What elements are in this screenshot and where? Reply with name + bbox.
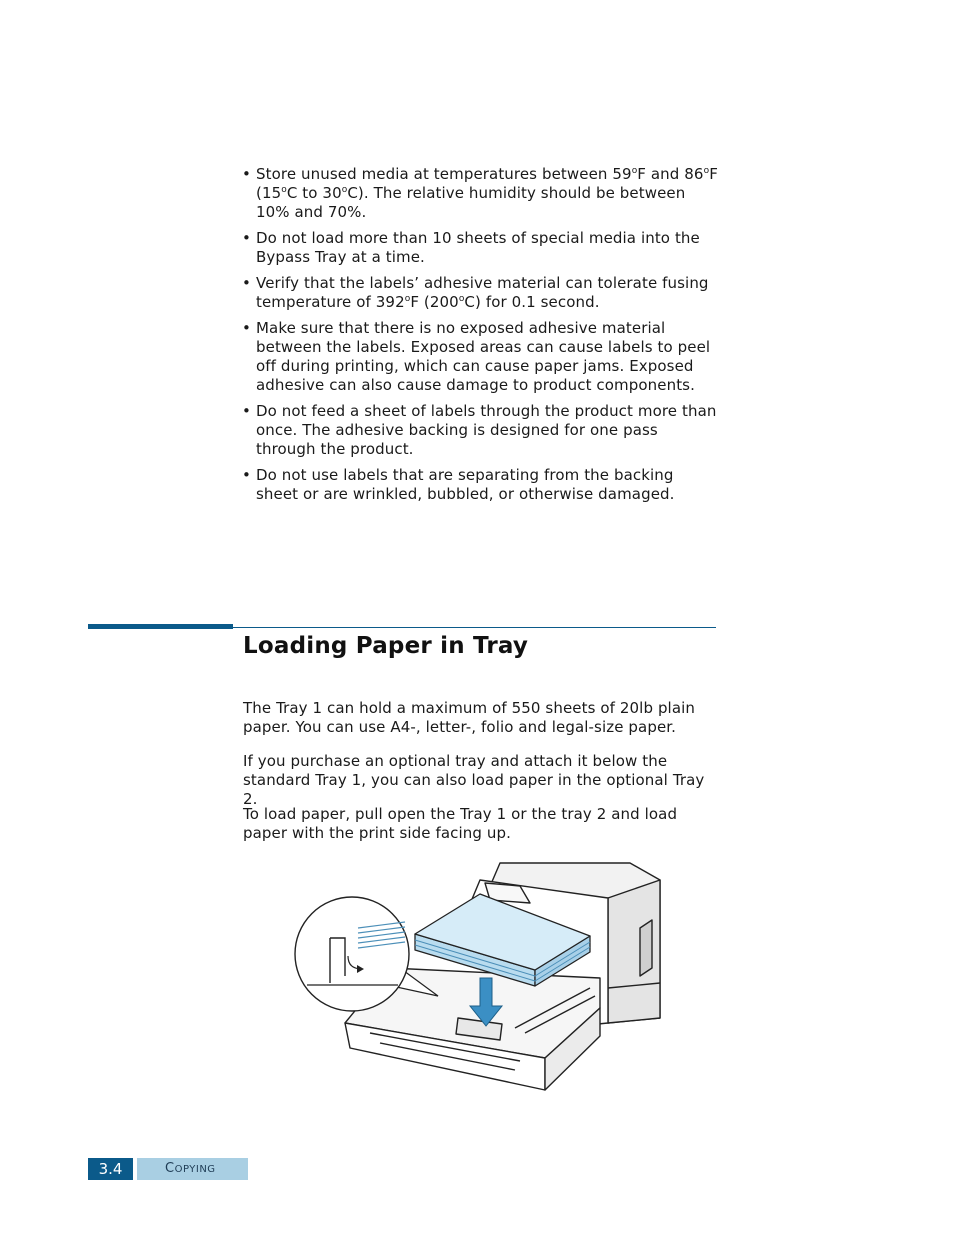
chapter-name: OPYING xyxy=(174,1164,216,1175)
chapter-initial: C xyxy=(165,1161,175,1176)
bullet-bypass-limit: • Do not load more than 10 sheets of special media into the Bypass Tray at a time. xyxy=(242,229,720,267)
bullet-exposed-adhesive: • Make sure that there is no exposed adhesive material between the labels. Exposed areas can cause labels to peel off during printing, which can cause paper jams. Exposed adhesive can also cause damage to product components. xyxy=(242,319,720,395)
tray-loading-illustration xyxy=(290,858,670,1096)
chapter-tab xyxy=(137,1158,248,1180)
paragraph-optional-tray: If you purchase an optional tray and attach it below the standard Tray 1, you can also load paper in the optional Tray 2. xyxy=(243,752,705,808)
bullet-fusing-temperature: • Verify that the labels’ adhesive material can tolerate fusing temperature of 392$^o$F (200$^o$C) for 0.1 second. xyxy=(242,274,720,312)
bullet-storage-temperature: • Store unused media at temperatures between 59$^o$F and 86$^o$F (15$^o$C to 30$^o$C). The relative humidity should be between 10% and 70%. xyxy=(242,165,720,222)
section-rule-line xyxy=(233,627,716,628)
section-title: Loading Paper in Tray xyxy=(243,633,529,659)
bullet-damaged-labels: • Do not use labels that are separating from the backing sheet or are wrinkled, bubbled, or otherwise damaged. xyxy=(242,466,720,504)
section-rule-accent xyxy=(88,624,233,629)
page-number: 3.4 xyxy=(88,1158,133,1180)
paragraph-load-instructions: To load paper, pull open the Tray 1 or the tray 2 and load paper with the print side facing up. xyxy=(243,805,678,842)
bullet-single-pass: • Do not feed a sheet of labels through the product more than once. The adhesive backing is designed for one pass through the product. xyxy=(242,402,720,459)
bullet-list xyxy=(242,165,720,511)
paragraph-tray-capacity: The Tray 1 can hold a maximum of 550 sheets of 20lb plain paper. You can use A4-, letter-, folio and legal-size paper. xyxy=(243,699,695,736)
